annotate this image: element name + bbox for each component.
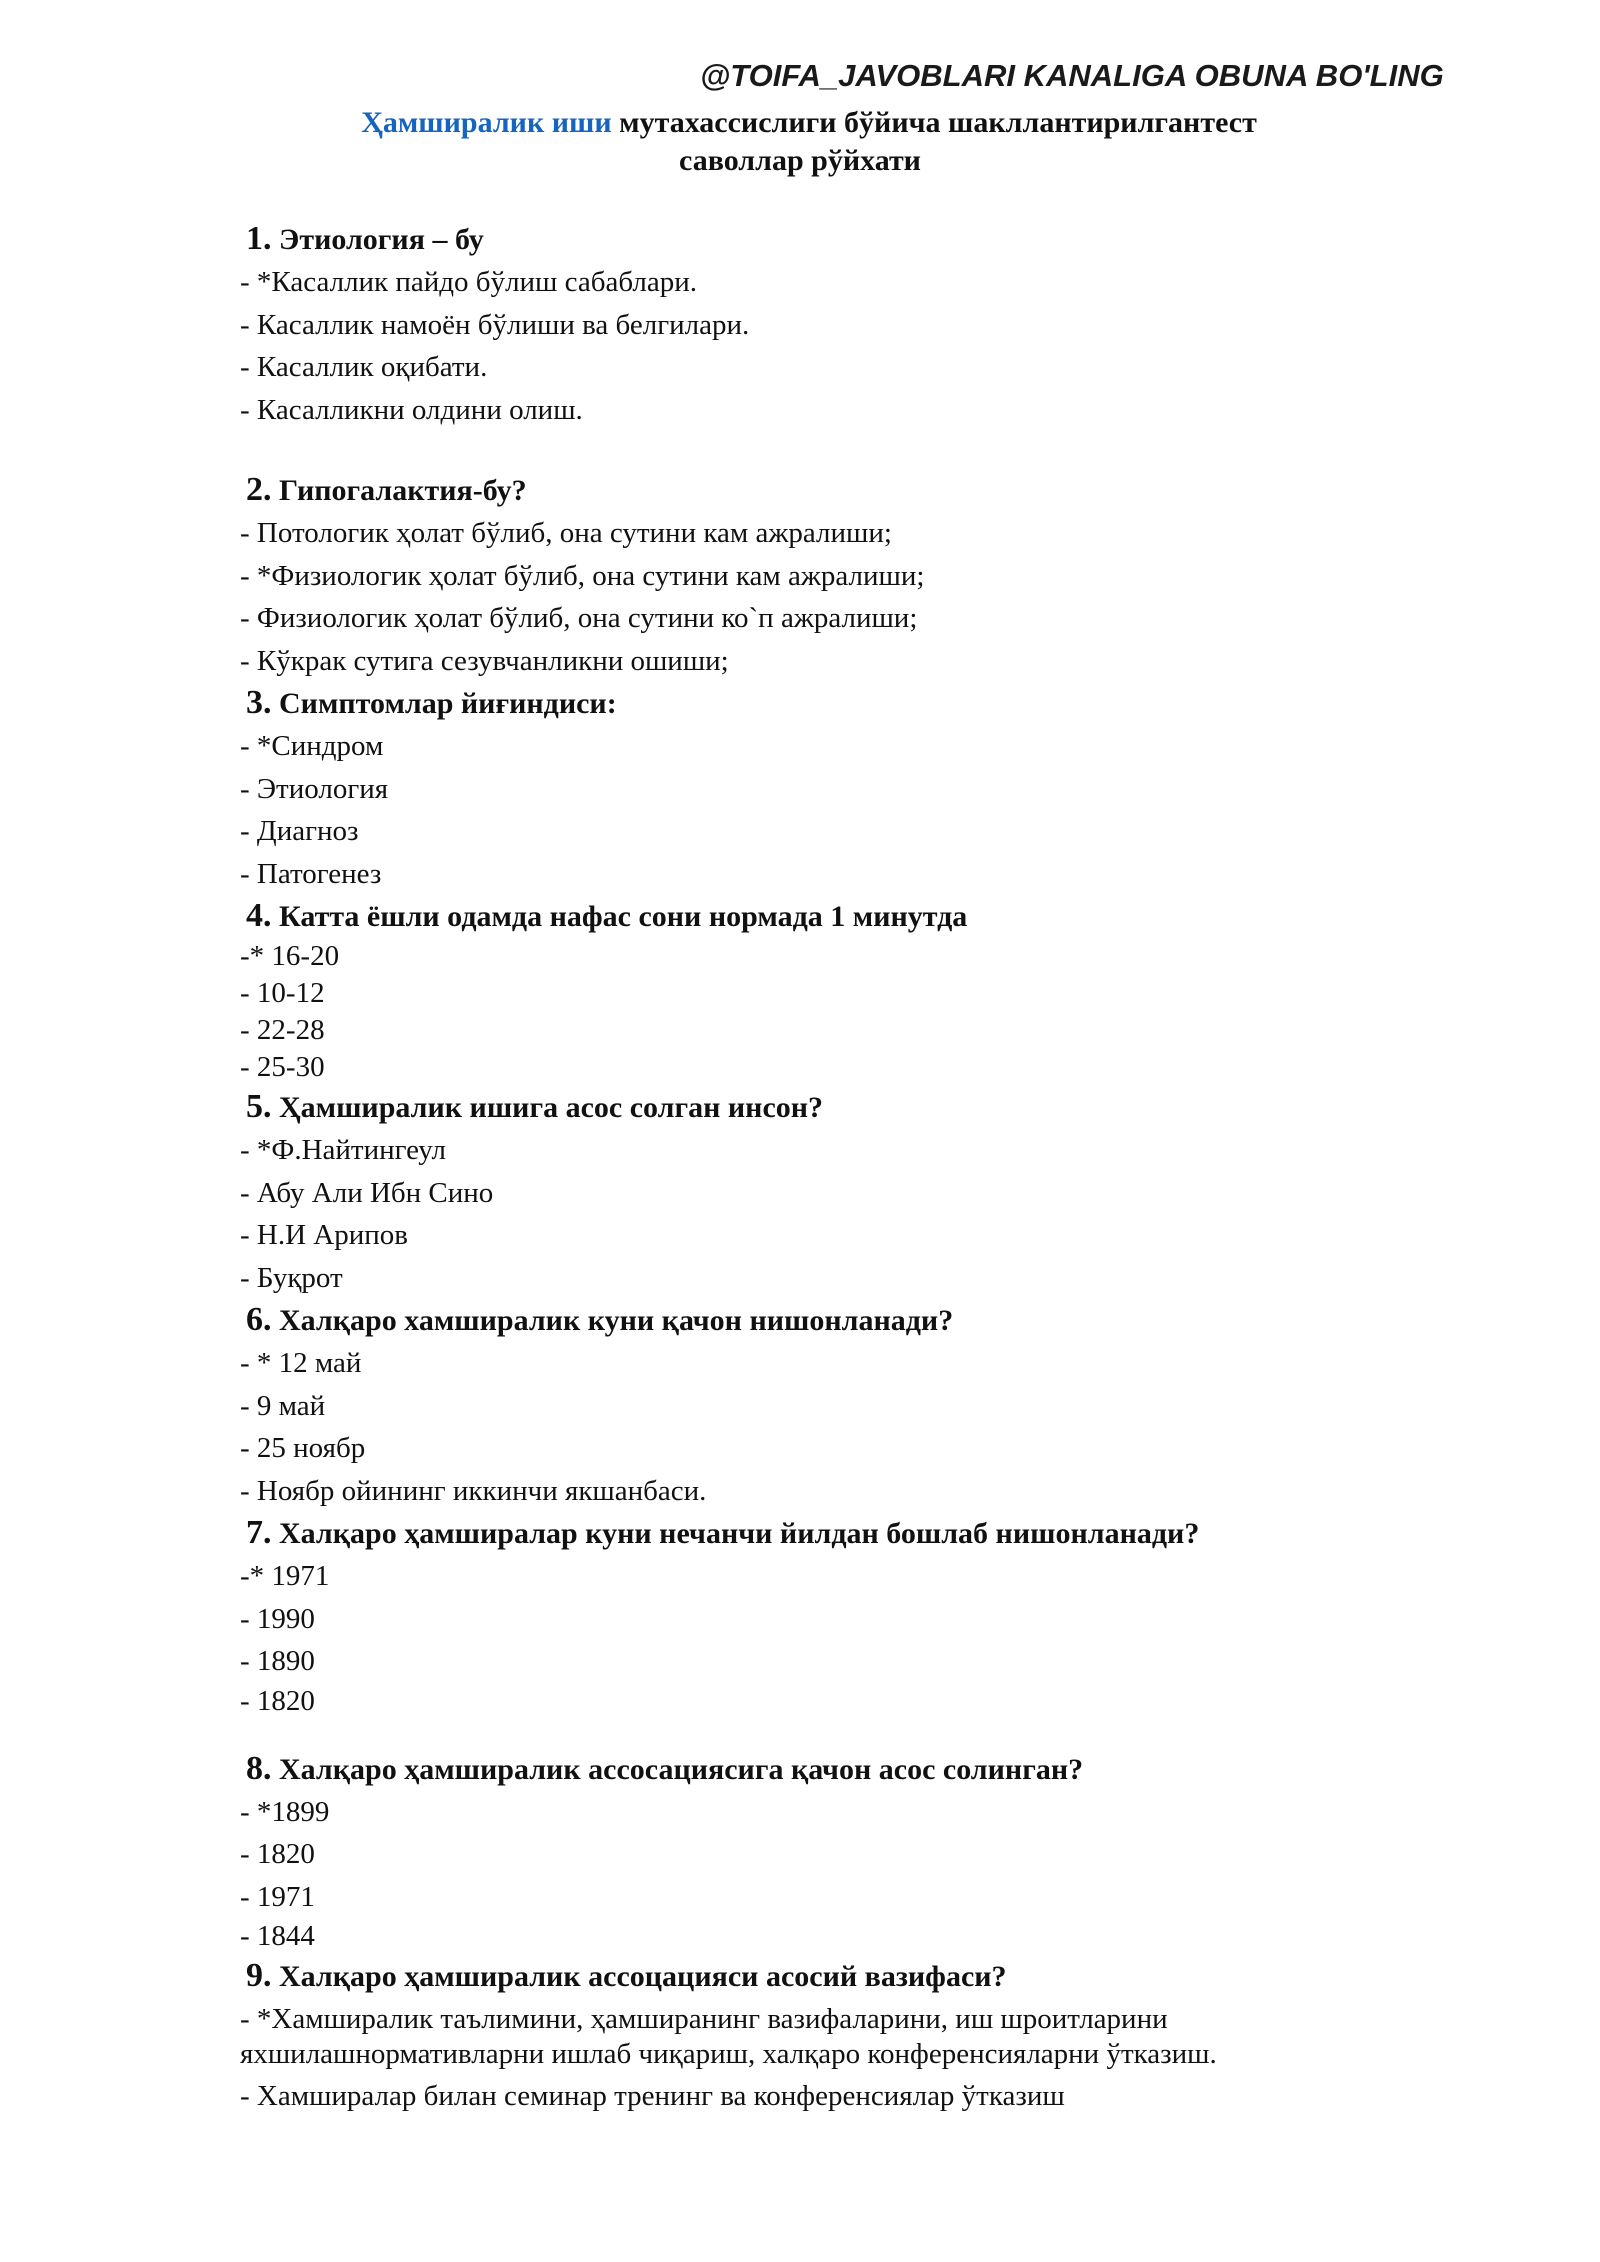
question-number: 6.	[246, 1301, 272, 1338]
answer-option: - Диагноз	[240, 815, 359, 847]
question-text: Ҳамширалик ишига асос солган инсон?	[279, 1091, 824, 1124]
question-text: Этиология – бу	[279, 223, 484, 256]
answer-option: - *Касаллик пайдо бўлиш сабаблари.	[240, 266, 698, 298]
answer-option: - *Ф.Найтингеул	[240, 1134, 446, 1166]
spacer	[240, 431, 1530, 469]
answer-option: -* 1971	[240, 1560, 330, 1592]
question-7	[240, 1512, 1530, 1720]
question-heading	[240, 682, 1530, 725]
channel-banner: @TOIFA_JAVOBLARI KANALIGA OBUNA BO'LING	[700, 58, 1444, 93]
answer-option: - Патогенез	[240, 857, 382, 890]
question-heading	[240, 1955, 1530, 1998]
answer-option: - 9 май	[240, 1389, 326, 1422]
answer-option: - 1820	[240, 1838, 315, 1870]
answer-option: - Этиология	[240, 772, 389, 805]
title-rest: мутахассислиги бўйича шакллантирилгантест	[611, 106, 1257, 139]
answer-option: - 22-28	[240, 1014, 325, 1046]
question-text: Халқаро ҳамширалар куни нечанчи йилдан бошлаб нишонланади?	[279, 1517, 1200, 1550]
question-2	[240, 469, 1530, 682]
answer-option: - 1990	[240, 1602, 315, 1635]
answer-option: - 1971	[240, 1880, 315, 1913]
answer-option: - Потологик ҳолат бўлиб, она сутини кам ажралиши;	[240, 517, 892, 549]
title-highlight: Ҳамширалик иши	[361, 106, 612, 139]
answer-option: - Кўкрак сутига сезувчанликни ошиши;	[240, 644, 729, 677]
answer-option: - Касаллик оқибати.	[240, 351, 488, 383]
question-text: Халқаро ҳамширалик ассосациясига қачон асос солинган?	[279, 1752, 1084, 1786]
answer-option: - Буқрот	[240, 1261, 343, 1294]
question-text: Халқаро ҳамширалик ассоцацияси асосий вазифаси?	[279, 1960, 1007, 1993]
question-1	[240, 218, 1530, 431]
question-number: 8.	[246, 1749, 272, 1787]
answer-option: - *Синдром	[240, 730, 384, 762]
question-9	[240, 1955, 1530, 2118]
answer-option: - Ноябр ойининг иккинчи якшанбаси.	[240, 1474, 707, 1507]
document-title	[0, 104, 1600, 180]
answer-option: - Касаллик намоён бўлиши ва белгилари.	[240, 308, 750, 341]
question-number: 3.	[246, 684, 272, 721]
question-heading	[240, 1748, 1530, 1791]
question-heading	[240, 1086, 1530, 1129]
question-heading	[240, 1512, 1530, 1555]
answer-option: - *1899	[240, 1795, 330, 1828]
question-4	[240, 895, 1530, 1086]
answer-option: - 25-30	[240, 1051, 325, 1083]
spacer	[240, 1720, 1530, 1748]
answer-option: - Абу Али Ибн Сино	[240, 1176, 494, 1209]
answer-option: - * 12 май	[240, 1347, 362, 1379]
question-number: 9.	[246, 1957, 272, 1994]
question-list	[240, 218, 1530, 2118]
answer-option: - 1890	[240, 1645, 315, 1677]
question-text: Гипогалактия-бу?	[279, 474, 527, 507]
answer-option: - 25 ноябр	[240, 1432, 366, 1464]
question-number: 7.	[246, 1514, 272, 1551]
answer-option: - *Хамширалик таълимини, ҳамширанинг вазифаларини, иш шроитларини яхшилашнормативларни ишлаб чиқариш, халқаро конференсияларни ўтказиш.	[240, 2003, 1217, 2070]
question-text: Халқаро хамширалик куни қачон нишонланади?	[279, 1304, 954, 1337]
question-number: 4.	[246, 897, 272, 934]
title-line-2: саволлар рўйхати	[679, 144, 921, 177]
question-8	[240, 1748, 1530, 1956]
question-heading	[240, 218, 1530, 261]
answer-option: - Касалликни олдини олиш.	[240, 393, 583, 426]
question-3	[240, 682, 1530, 895]
answer-option: - Н.И Арипов	[240, 1219, 408, 1251]
question-6	[240, 1299, 1530, 1512]
answer-option: - 1820	[240, 1684, 315, 1717]
question-number: 5.	[246, 1088, 272, 1125]
answer-option: -* 16-20	[240, 940, 340, 972]
question-number: 2.	[246, 471, 272, 508]
question-heading	[240, 1299, 1530, 1342]
question-heading	[240, 469, 1530, 512]
answer-option: - Физиологик ҳолат бўлиб, она сутини ко`п ажралиши;	[240, 602, 918, 634]
question-text: Симптомлар йиғиндиси:	[279, 687, 617, 720]
answer-option: - 1844	[240, 1920, 315, 1952]
question-heading	[240, 895, 1530, 938]
answer-option: - Хамширалар билан семинар тренинг ва конференсиялар ўтказиш	[240, 2080, 1065, 2112]
question-5	[240, 1086, 1530, 1299]
answer-option: - 10-12	[240, 977, 325, 1009]
answer-option: - *Физиологик ҳолат бўлиб, она сутини кам ажралиши;	[240, 559, 925, 592]
question-number: 1.	[246, 220, 272, 257]
question-text: Катта ёшли одамда нафас сони нормада 1 минутда	[279, 900, 968, 933]
